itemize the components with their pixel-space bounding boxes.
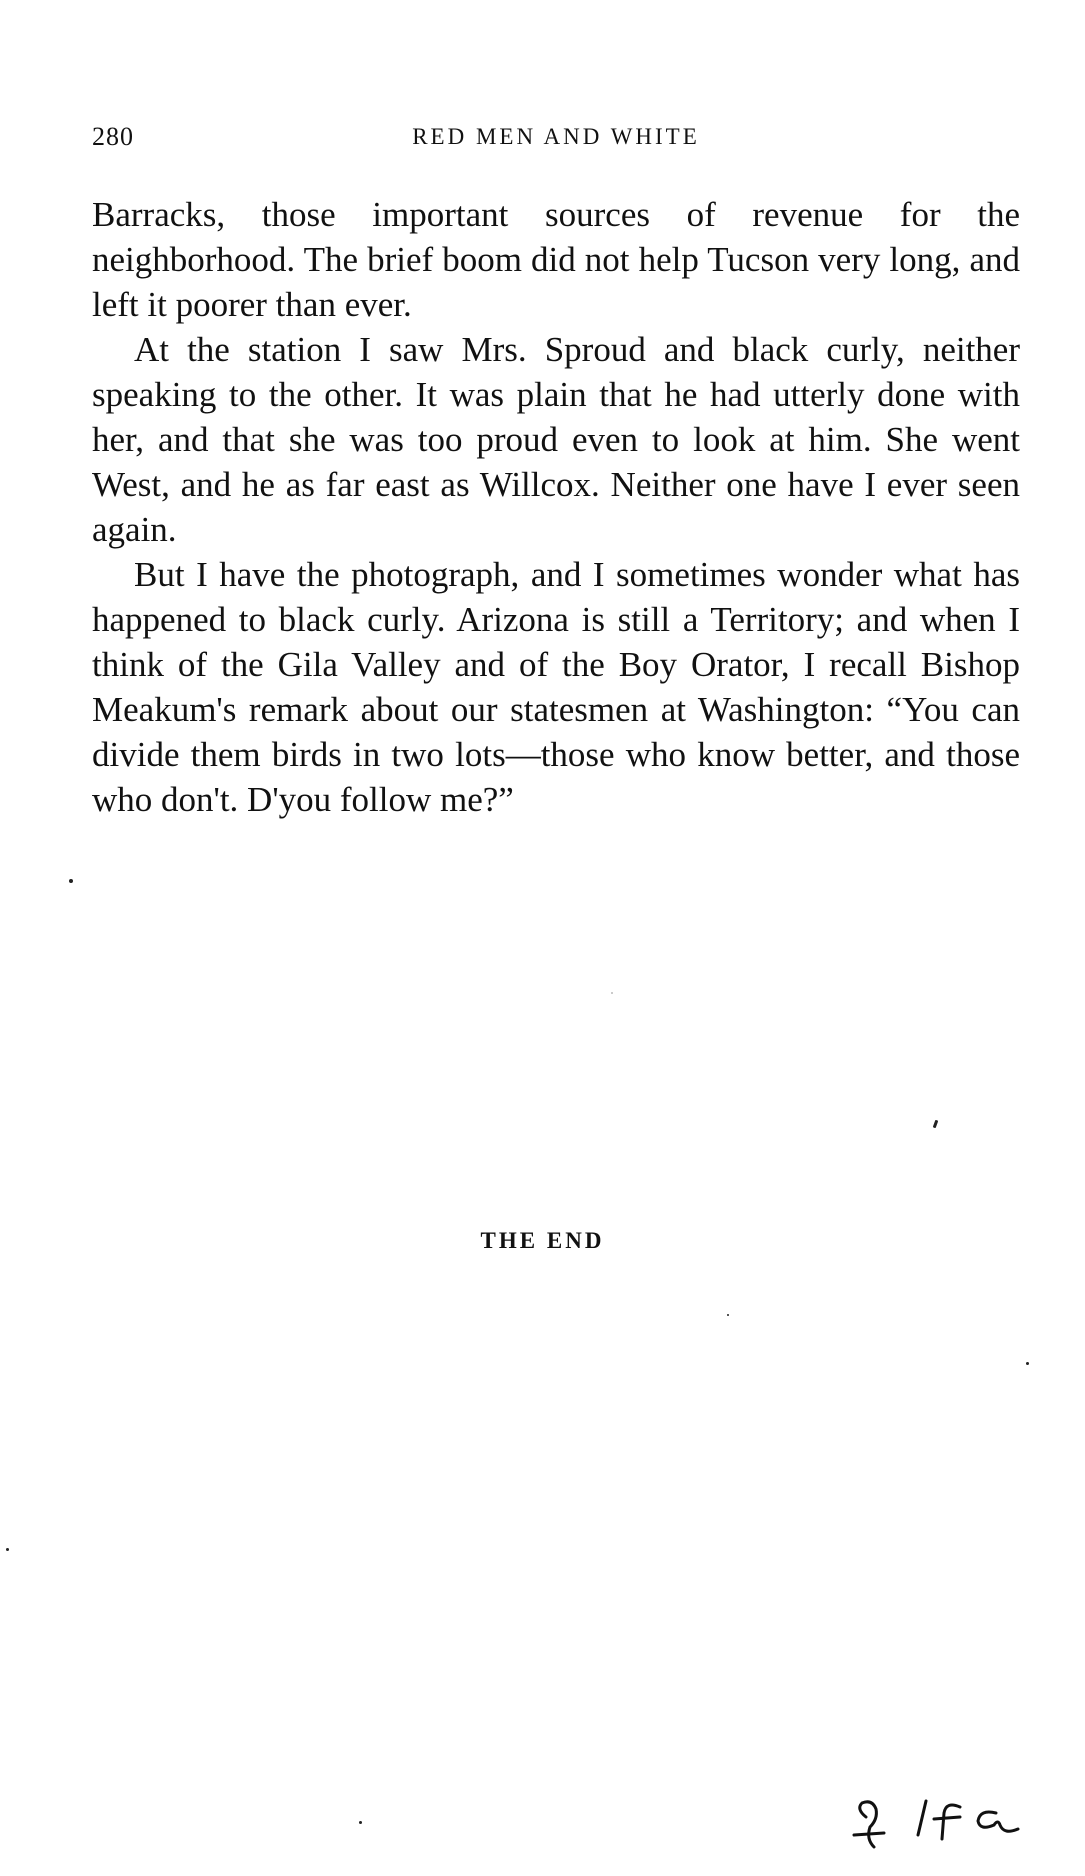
scan-speck bbox=[1026, 1362, 1029, 1365]
paragraph-2: At the station I saw Mrs. Sproud and black curly, neither speaking to the other. It was plain that he had utterly done with her, and that she was too proud even to look at him. She went West, and he as far east as Willcox. Neither one have I ever seen again. bbox=[92, 330, 1020, 549]
paragraph-3: But I have the photograph, and I sometimes wonder what has happened to black curly. Arizona is still a Territory; and when I think of the Gila Valley and of the Boy Orator, I recall Bishop Meakum's remark about our statesmen at Washington: “You can divide them birds in two lots—those who know better, and those who don't. D'you follow me?” bbox=[92, 555, 1020, 819]
paragraph-1: Barracks, those important sources of revenue for the neighborhood. The brief boom did not help Tucson very long, and left it poorer than ever. bbox=[92, 195, 1020, 324]
scan-speck bbox=[69, 879, 73, 883]
the-end-heading: THE END bbox=[480, 1228, 605, 1253]
handwritten-catalog-note bbox=[848, 1795, 1048, 1855]
body-text bbox=[92, 192, 1020, 822]
running-title: RED MEN AND WHITE bbox=[412, 124, 700, 149]
scan-speck bbox=[611, 992, 613, 994]
scan-speck bbox=[727, 1314, 729, 1316]
scan-speck bbox=[933, 1120, 939, 1129]
page-number: 280 bbox=[92, 122, 134, 151]
scan-speck bbox=[359, 1821, 362, 1824]
scan-speck bbox=[6, 1548, 9, 1551]
running-head bbox=[92, 122, 1020, 152]
